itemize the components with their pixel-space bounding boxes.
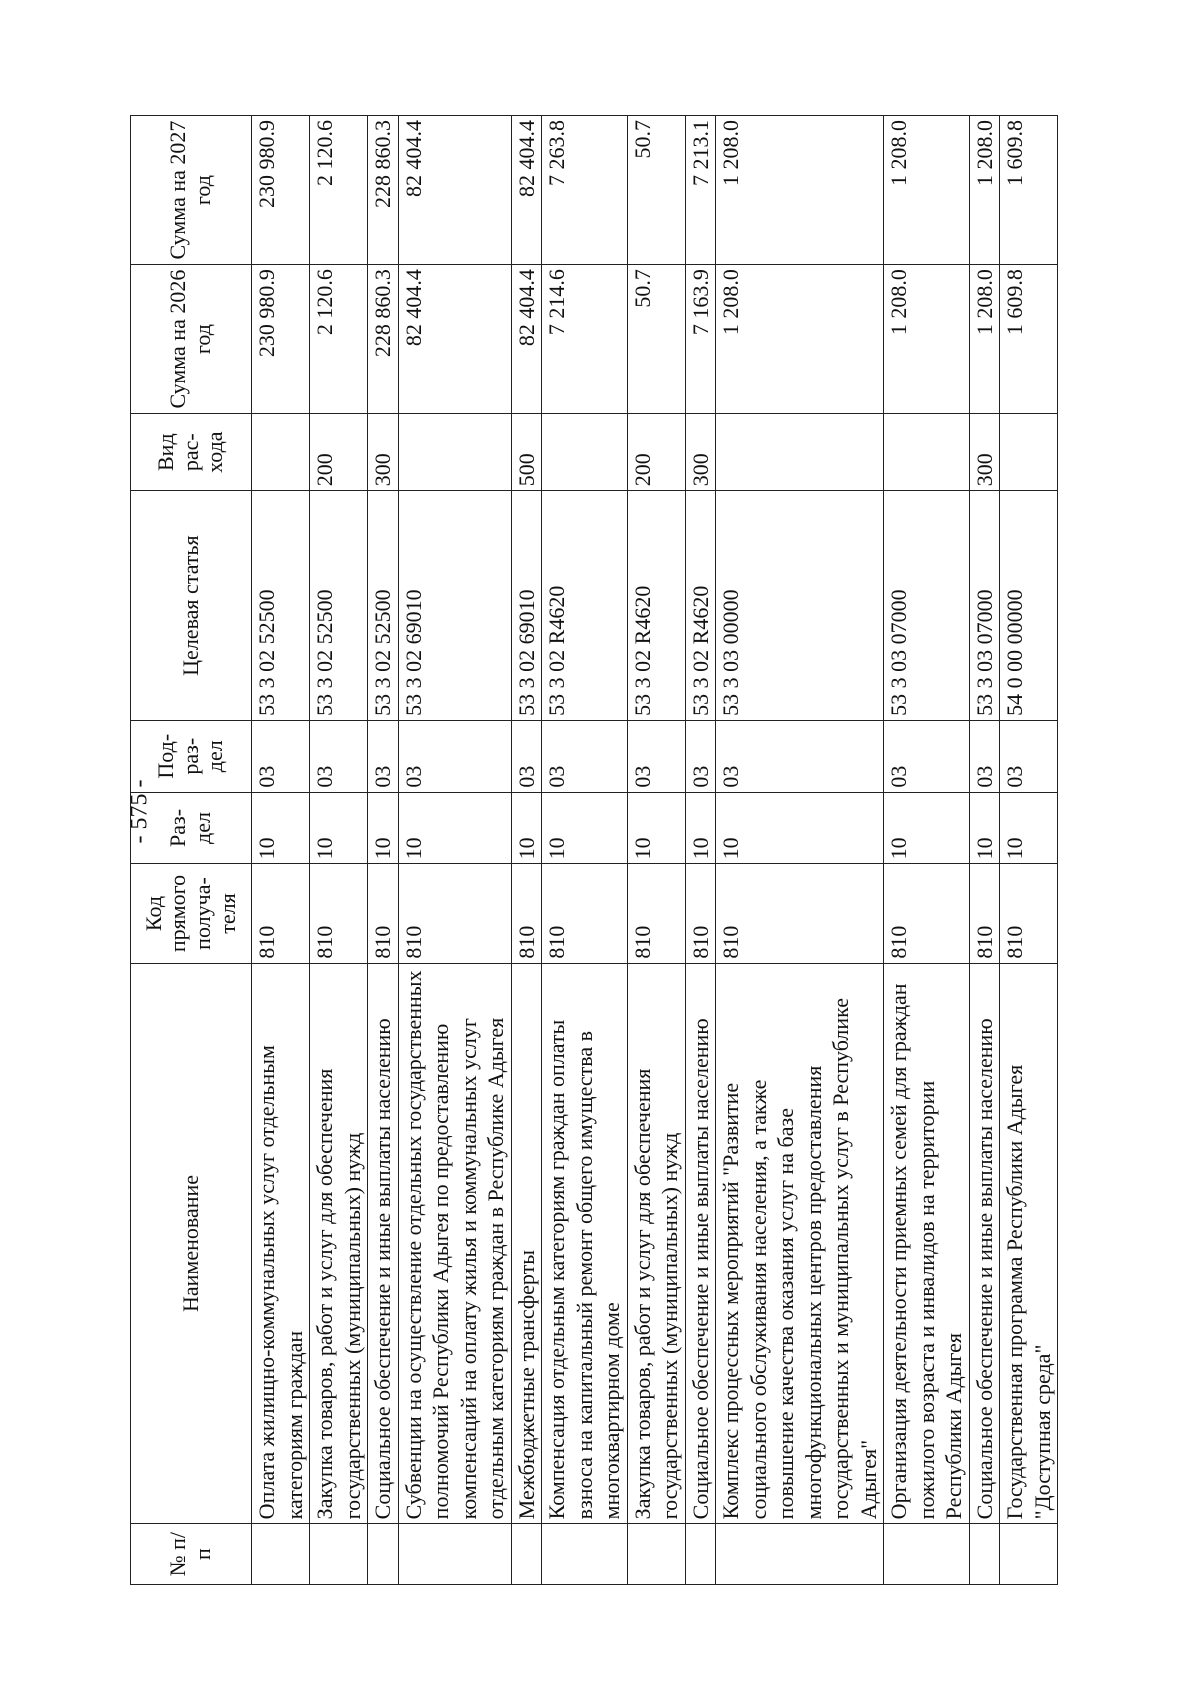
table-header-row (131, 116, 252, 1585)
cell-target-article: 53 3 02 69010 (398, 491, 511, 721)
cell-target-article: 53 3 02 52500 (310, 491, 368, 721)
cell-name: Комплекс процессных мероприятий "Развитие социального обслуживания населения, а также повышение качества оказания услуг на базе многофункциональных центров предоставления государственных и муниципальных услуг в Республике Адыгея" (716, 963, 884, 1524)
cell-sum-2027: 228 860.3 (368, 116, 399, 265)
table-row (884, 116, 970, 1585)
cell-no (969, 1524, 1000, 1585)
cell-expense-type (716, 414, 884, 491)
cell-name: Субвенции на осуществление отдельных государственных полномочий Республики Адыгея по предоставлению компенсаций на оплату жилья и коммунальных услуг отдельным категориям граждан в Республике Адыгея (398, 963, 511, 1524)
table-row (542, 116, 628, 1585)
cell-podrazdel: 03 (1000, 720, 1058, 792)
cell-recipient-code: 810 (716, 864, 884, 963)
cell-name: Оплата жилищно-коммунальных услуг отдельным категориям граждан (252, 963, 310, 1524)
cell-target-article: 53 3 02 R4620 (542, 491, 628, 721)
cell-sum-2027: 50.7 (627, 116, 685, 265)
cell-target-article: 53 3 02 69010 (511, 491, 542, 721)
cell-sum-2027: 1 609.8 (1000, 116, 1058, 265)
cell-recipient-code: 810 (398, 864, 511, 963)
table-row (685, 116, 716, 1585)
cell-sum-2026: 7 163.9 (685, 265, 716, 414)
cell-expense-type (398, 414, 511, 491)
cell-razdel: 10 (542, 792, 628, 864)
cell-razdel: 10 (398, 792, 511, 864)
table-row (1000, 116, 1058, 1585)
cell-no (310, 1524, 368, 1585)
cell-recipient-code: 810 (542, 864, 628, 963)
cell-recipient-code: 810 (884, 864, 970, 963)
cell-razdel: 10 (627, 792, 685, 864)
cell-sum-2026: 50.7 (627, 265, 685, 414)
cell-sum-2026: 82 404.4 (511, 265, 542, 414)
cell-target-article: 53 3 02 52500 (252, 491, 310, 721)
table-row (511, 116, 542, 1585)
cell-sum-2027: 1 208.0 (716, 116, 884, 265)
header-expense-type: Вид рас-хода (131, 414, 252, 491)
cell-recipient-code: 810 (969, 864, 1000, 963)
cell-expense-type (542, 414, 628, 491)
header-podrazdel: Под-раз-дел (131, 720, 252, 792)
cell-no (685, 1524, 716, 1585)
cell-razdel: 10 (1000, 792, 1058, 864)
cell-target-article: 53 3 03 07000 (969, 491, 1000, 721)
cell-podrazdel: 03 (252, 720, 310, 792)
table-row (310, 116, 368, 1585)
cell-no (252, 1524, 310, 1585)
cell-sum-2027: 230 980.9 (252, 116, 310, 265)
cell-podrazdel: 03 (310, 720, 368, 792)
cell-recipient-code: 810 (310, 864, 368, 963)
cell-target-article: 53 3 03 00000 (716, 491, 884, 721)
cell-expense-type: 200 (310, 414, 368, 491)
table-row (398, 116, 511, 1585)
cell-no (368, 1524, 399, 1585)
cell-sum-2026: 82 404.4 (398, 265, 511, 414)
cell-podrazdel: 03 (716, 720, 884, 792)
table-row (969, 116, 1000, 1585)
cell-name: Государственная программа Республики Адыгея "Доступная среда" (1000, 963, 1058, 1524)
cell-podrazdel: 03 (368, 720, 399, 792)
cell-name: Социальное обеспечение и иные выплаты населению (368, 963, 399, 1524)
cell-sum-2026: 228 860.3 (368, 265, 399, 414)
header-name: Наименование (131, 963, 252, 1524)
cell-razdel: 10 (368, 792, 399, 864)
cell-podrazdel: 03 (511, 720, 542, 792)
table-row (627, 116, 685, 1585)
cell-razdel: 10 (884, 792, 970, 864)
cell-sum-2026: 230 980.9 (252, 265, 310, 414)
cell-expense-type: 300 (685, 414, 716, 491)
cell-recipient-code: 810 (685, 864, 716, 963)
cell-razdel: 10 (685, 792, 716, 864)
cell-name: Социальное обеспечение и иные выплаты населению (969, 963, 1000, 1524)
table-body (252, 116, 1058, 1585)
header-sum-2026: Сумма на 2026 год (131, 265, 252, 414)
cell-sum-2027: 1 208.0 (969, 116, 1000, 265)
cell-target-article: 53 3 02 R4620 (627, 491, 685, 721)
cell-no (1000, 1524, 1058, 1585)
cell-target-article: 54 0 00 00000 (1000, 491, 1058, 721)
cell-recipient-code: 810 (511, 864, 542, 963)
cell-podrazdel: 03 (685, 720, 716, 792)
cell-sum-2026: 2 120.6 (310, 265, 368, 414)
cell-expense-type: 300 (969, 414, 1000, 491)
cell-recipient-code: 810 (252, 864, 310, 963)
cell-sum-2027: 7 213.1 (685, 116, 716, 265)
cell-podrazdel: 03 (398, 720, 511, 792)
cell-sum-2027: 82 404.4 (398, 116, 511, 265)
header-code: Код прямого получа-теля (131, 864, 252, 963)
cell-name: Социальное обеспечение и иные выплаты населению (685, 963, 716, 1524)
cell-expense-type: 300 (368, 414, 399, 491)
cell-target-article: 53 3 03 07000 (884, 491, 970, 721)
cell-sum-2027: 82 404.4 (511, 116, 542, 265)
cell-expense-type (884, 414, 970, 491)
cell-name: Межбюджетные трансферты (511, 963, 542, 1524)
budget-table (130, 115, 1058, 1585)
cell-name: Компенсация отдельным категориям граждан оплаты взноса на капитальный ремонт общего имущества в многоквартирном доме (542, 963, 628, 1524)
cell-sum-2026: 1 208.0 (969, 265, 1000, 414)
cell-no (884, 1524, 970, 1585)
cell-sum-2027: 2 120.6 (310, 116, 368, 265)
cell-podrazdel: 03 (884, 720, 970, 792)
budget-table-container (130, 115, 1098, 1585)
cell-expense-type: 200 (627, 414, 685, 491)
cell-expense-type (252, 414, 310, 491)
cell-podrazdel: 03 (627, 720, 685, 792)
table-row (368, 116, 399, 1585)
cell-podrazdel: 03 (542, 720, 628, 792)
cell-razdel: 10 (252, 792, 310, 864)
cell-recipient-code: 810 (627, 864, 685, 963)
cell-no (627, 1524, 685, 1585)
cell-recipient-code: 810 (368, 864, 399, 963)
header-sum-2027: Сумма на 2027 год (131, 116, 252, 265)
cell-sum-2027: 7 263.8 (542, 116, 628, 265)
cell-no (716, 1524, 884, 1585)
cell-sum-2026: 1 208.0 (716, 265, 884, 414)
cell-name: Организация деятельности приемных семей для граждан пожилого возраста и инвалидов на территории Республики Адыгея (884, 963, 970, 1524)
cell-razdel: 10 (716, 792, 884, 864)
cell-expense-type: 500 (511, 414, 542, 491)
table-row (716, 116, 884, 1585)
cell-sum-2026: 7 214.6 (542, 265, 628, 414)
cell-podrazdel: 03 (969, 720, 1000, 792)
cell-target-article: 53 3 02 52500 (368, 491, 399, 721)
cell-no (542, 1524, 628, 1585)
cell-razdel: 10 (511, 792, 542, 864)
page-number: - 575 - (126, 779, 153, 844)
cell-sum-2026: 1 609.8 (1000, 265, 1058, 414)
cell-target-article: 53 3 02 R4620 (685, 491, 716, 721)
cell-sum-2026: 1 208.0 (884, 265, 970, 414)
header-target-article: Целевая статья (131, 491, 252, 721)
cell-name: Закупка товаров, работ и услуг для обеспечения государственных (муниципальных) нужд (627, 963, 685, 1524)
cell-sum-2027: 1 208.0 (884, 116, 970, 265)
table-row (252, 116, 310, 1585)
cell-no (511, 1524, 542, 1585)
cell-razdel: 10 (310, 792, 368, 864)
cell-recipient-code: 810 (1000, 864, 1058, 963)
cell-name: Закупка товаров, работ и услуг для обеспечения государственных (муниципальных) нужд (310, 963, 368, 1524)
header-no: № п/п (131, 1524, 252, 1585)
cell-no (398, 1524, 511, 1585)
cell-razdel: 10 (969, 792, 1000, 864)
header-razdel: Раз-дел (131, 792, 252, 864)
cell-expense-type (1000, 414, 1058, 491)
